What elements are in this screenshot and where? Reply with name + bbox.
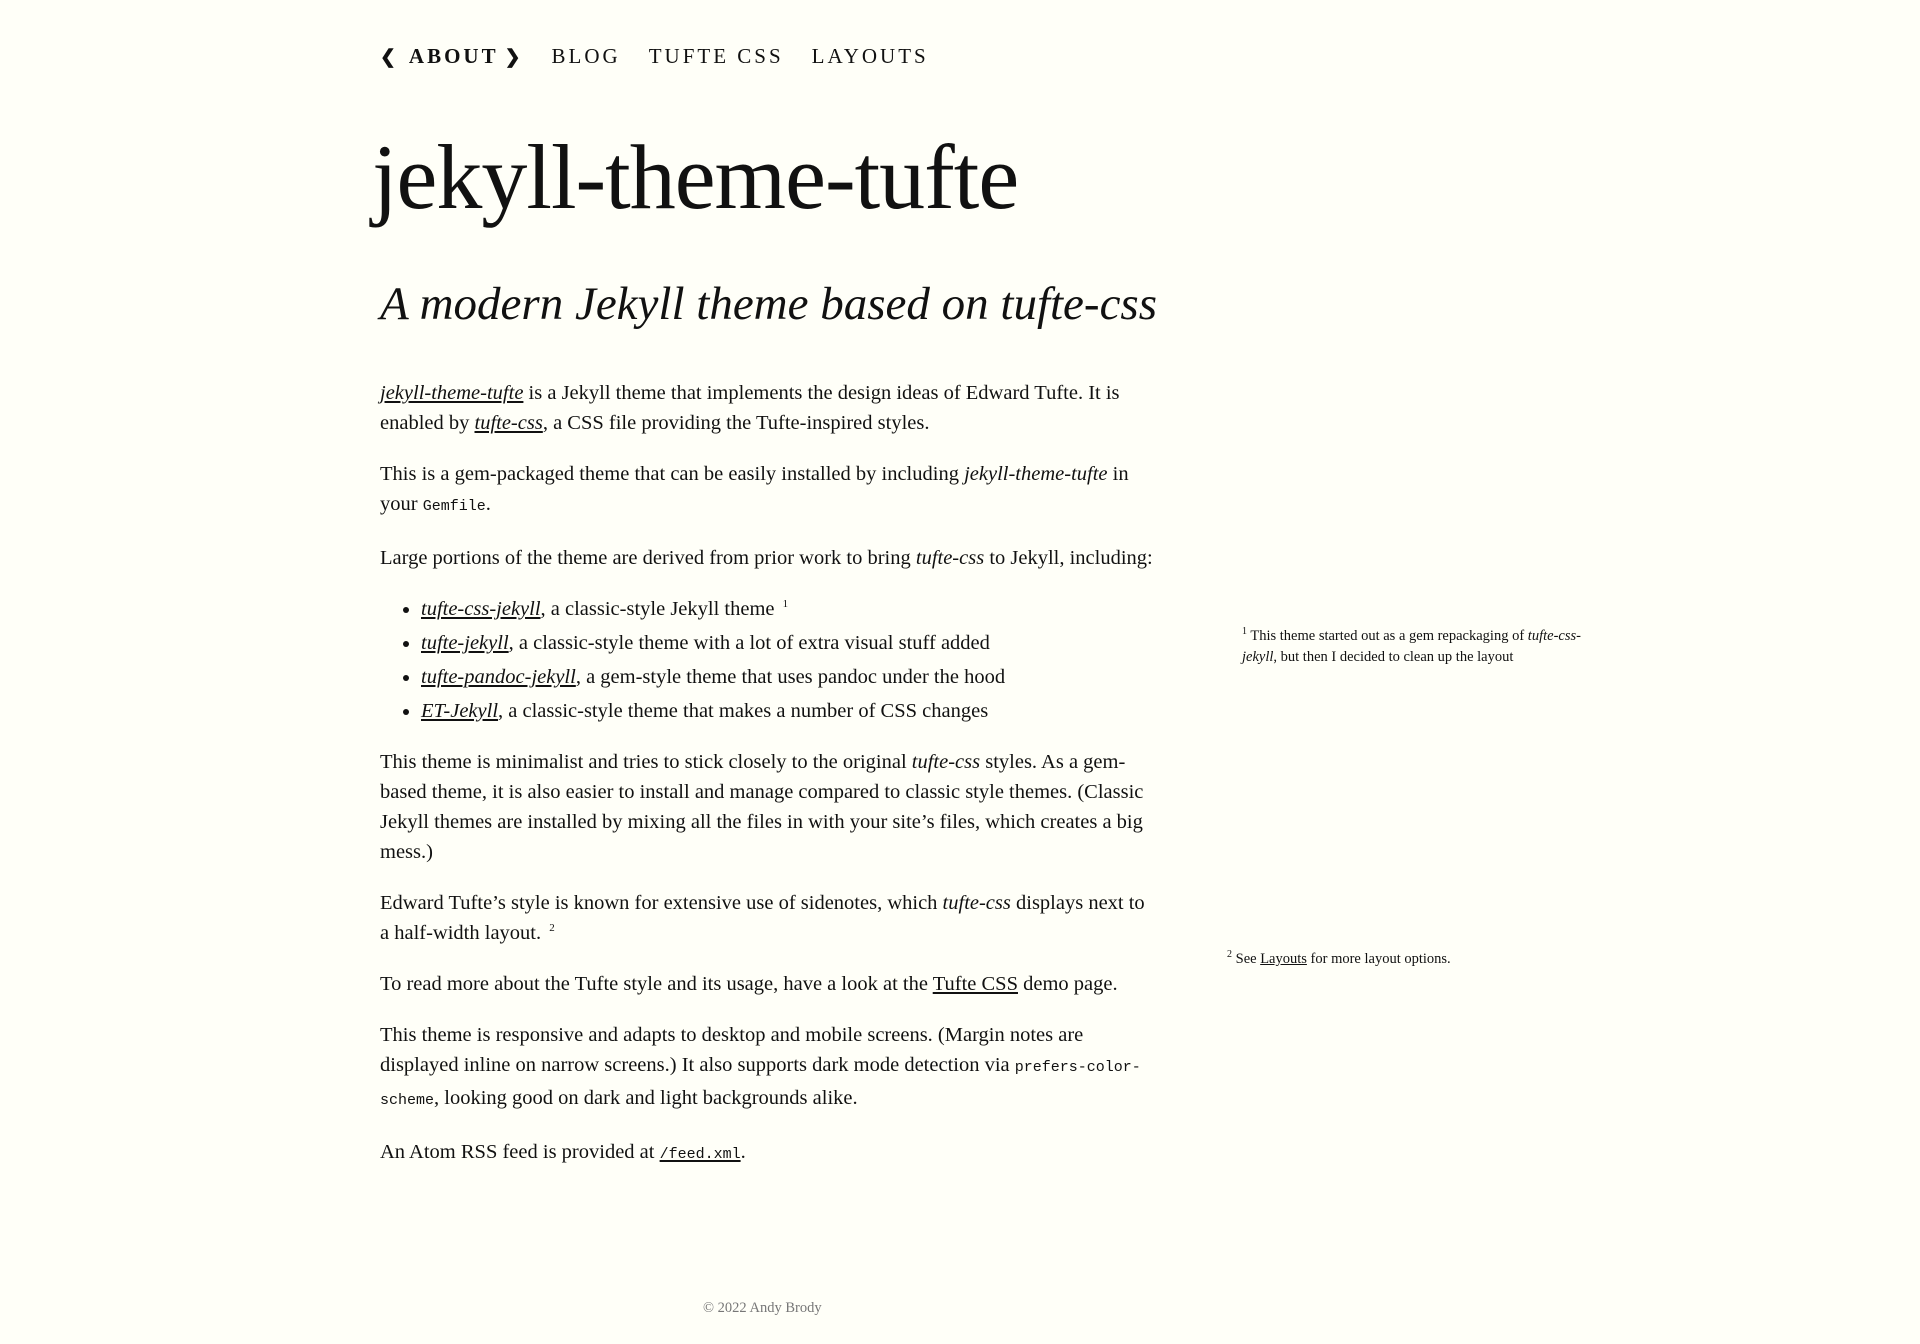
sidenotes-paragraph xyxy=(380,888,1155,948)
chevron-right-icon: ❯ xyxy=(504,47,524,68)
paragraph-text: . xyxy=(740,1141,746,1163)
nav-item-blog[interactable]: BLOG xyxy=(551,44,621,68)
list-item-text: , a classic-style Jekyll theme xyxy=(540,598,780,620)
paragraph-text: , a CSS file providing the Tufte-inspired styles. xyxy=(542,412,930,434)
prior-work-list xyxy=(380,594,1155,726)
feed-link[interactable] xyxy=(660,1141,741,1163)
paragraph-text: demo page. xyxy=(1017,973,1118,995)
rss-paragraph xyxy=(380,1137,1155,1170)
sidenote-number: 2 xyxy=(1227,949,1232,961)
paragraph-text: styles. As a gem-based theme, it is also easier to install and manage compared to classic style themes. (Classic Jekyll themes are installed by mixing all the files in with your site’s files, which creates a big mess.) xyxy=(380,751,1144,863)
chevron-left-icon: ❮ xyxy=(380,47,399,68)
paragraph-text: to Jekyll, including: xyxy=(984,547,1153,569)
paragraph-text: An Atom RSS feed is provided at xyxy=(380,1141,660,1163)
paragraph-text: displays next to a half-width layout. xyxy=(380,892,1145,944)
feed-code: /feed.xml xyxy=(659,1146,741,1163)
nav-item-layouts[interactable]: LAYOUTS xyxy=(811,44,929,68)
sidenote-text: , but then I decided to clean up the layout xyxy=(1273,649,1514,665)
list-item xyxy=(421,628,1155,658)
sidenote-text: This theme started out as a gem repackaging of xyxy=(1247,628,1528,644)
paragraph-text: , looking good on dark and light backgrounds alike. xyxy=(434,1087,858,1109)
emphasis-text: tufte-css-jekyll xyxy=(1242,628,1581,665)
sidenote-text: for more layout options. xyxy=(1306,951,1451,967)
list-item xyxy=(421,696,1155,726)
sidenote-ref[interactable]: 2 xyxy=(549,922,555,935)
sidenote-ref[interactable]: 1 xyxy=(782,598,789,611)
paragraph-text: This theme is minimalist and tries to stick closely to the original xyxy=(380,751,912,773)
emphasis-text: tufte-css xyxy=(911,751,981,773)
list-item-text: , a classic-style theme that makes a number of CSS changes xyxy=(498,700,989,722)
paragraph-text: Large portions of the theme are derived from prior work to bring xyxy=(380,547,916,569)
paragraph-text: is a Jekyll theme that implements the design ideas of Edward Tufte. It is enabled by xyxy=(380,382,1120,434)
page-title: jekyll-theme-tufte xyxy=(372,126,1019,228)
nav-item-tufte-css[interactable]: TUFTE CSS xyxy=(648,44,784,68)
emphasis-text: jekyll-theme-tufte xyxy=(964,463,1108,485)
tufte-jekyll-link[interactable]: tufte-jekyll xyxy=(421,632,509,654)
tufte-pandoc-jekyll-link[interactable]: tufte-pandoc-jekyll xyxy=(421,666,576,688)
paragraph-text: Edward Tufte’s style is known for extensive use of sidenotes, which xyxy=(380,892,943,914)
gemfile-code: Gemfile xyxy=(422,498,486,515)
et-jekyll-link[interactable]: ET-Jekyll xyxy=(421,700,499,722)
responsive-paragraph xyxy=(380,1020,1155,1116)
page-subtitle: A modern Jekyll theme based on tufte-css xyxy=(380,278,1158,330)
sidenote-number: 1 xyxy=(1242,626,1247,638)
emphasis-text: tufte-css xyxy=(915,547,985,569)
site-nav xyxy=(380,44,957,69)
paragraph-text: This is a gem-packaged theme that can be easily installed by including xyxy=(380,463,965,485)
install-paragraph xyxy=(380,459,1155,522)
footer-copyright: © 2022 Andy Brody xyxy=(703,1300,822,1316)
prefers-color-scheme-code: prefers-color-scheme xyxy=(380,1059,1141,1109)
layouts-link[interactable]: Layouts xyxy=(1260,951,1307,967)
sidenote-2 xyxy=(1227,949,1627,970)
paragraph-text: in your xyxy=(380,463,1129,515)
tufte-css-jekyll-link[interactable]: tufte-css-jekyll xyxy=(421,598,541,620)
minimalist-paragraph xyxy=(380,747,1155,867)
derived-paragraph xyxy=(380,543,1155,573)
jekyll-theme-tufte-link[interactable]: jekyll-theme-tufte xyxy=(380,382,524,404)
paragraph-text: . xyxy=(485,493,491,515)
intro-paragraph xyxy=(380,378,1155,438)
read-more-paragraph xyxy=(380,969,1155,999)
list-item-text: , a gem-style theme that uses pandoc under the hood xyxy=(575,666,1006,688)
tufte-css-demo-link[interactable]: Tufte CSS xyxy=(932,973,1018,995)
list-item xyxy=(421,594,1155,624)
list-item-text: , a classic-style theme with a lot of extra visual stuff added xyxy=(508,632,990,654)
sidenote-1 xyxy=(1242,626,1614,668)
main-content xyxy=(380,378,1155,1191)
paragraph-text: This theme is responsive and adapts to desktop and mobile screens. (Margin notes are displayed inline on narrow screens.) It also supports dark mode detection via xyxy=(380,1024,1084,1076)
emphasis-text: tufte-css xyxy=(942,892,1011,914)
sidenote-text: See xyxy=(1232,951,1261,967)
list-item xyxy=(421,662,1155,692)
nav-item-label: ABOUT xyxy=(408,44,499,68)
tufte-css-link[interactable]: tufte-css xyxy=(474,412,543,434)
nav-item-about[interactable] xyxy=(380,44,524,69)
paragraph-text: To read more about the Tufte style and its usage, have a look at the xyxy=(380,973,933,995)
